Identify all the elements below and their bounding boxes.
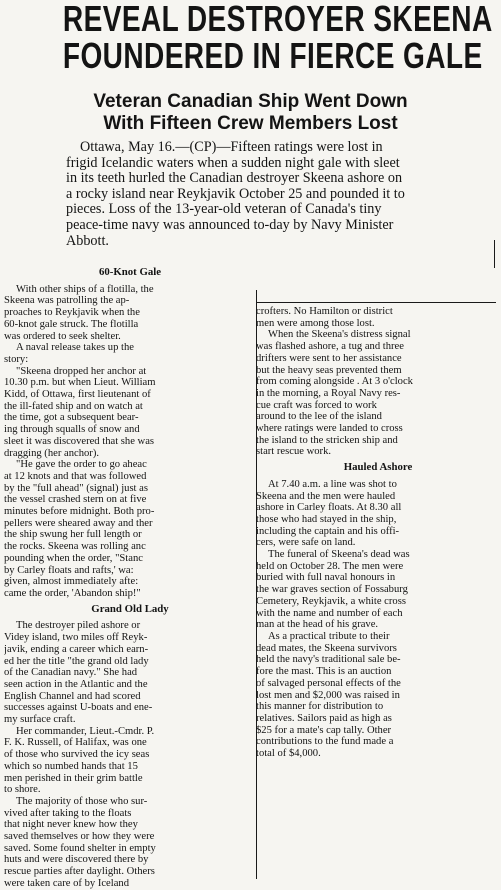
lead-edge-rule — [494, 240, 495, 268]
body-line: by Carley floats and rafts,' wa: — [4, 564, 134, 576]
body-line: Videy island, two miles off Reyk- — [4, 632, 148, 644]
body-line: around to the lee of the island — [256, 411, 382, 423]
article-column-left — [4, 263, 256, 890]
body-line: Skeena and the men were hauled — [256, 490, 396, 502]
body-line: $25 for a mate's cap tally. Other — [256, 724, 392, 736]
body-line: saved themselves or how they were — [4, 831, 155, 843]
lead-line: Ottawa, May 16.—(CP)—Fifteen ratings were lost in — [80, 139, 383, 155]
body-line: English Channel and had scored — [4, 690, 141, 702]
body-line: where ratings were landed to cross — [256, 423, 403, 435]
body-line: came the order, 'Abandon ship!" — [4, 587, 141, 599]
body-line: the war graves section of Fossaburg — [256, 584, 408, 596]
body-line: 60-knot gale struck. The flotilla — [4, 318, 139, 330]
body-line: of the Canadian navy." She had — [4, 667, 138, 679]
body-line: pellers were sheared away and ther — [4, 517, 153, 529]
body-line: my surface craft. — [4, 714, 76, 726]
body-line: As a practical tribute to their — [268, 630, 390, 642]
section-subheading: Grand Old Lady — [91, 602, 169, 615]
body-line: was flashed ashore, a tug and three — [256, 341, 404, 353]
body-line: dead mates, the Skeena survivors — [256, 642, 397, 654]
column-divider-horizontal — [256, 302, 496, 303]
subheadline-line: Veteran Canadian Ship Went Down — [93, 91, 408, 112]
body-line: F. K. Russell, of Halifax, was one — [4, 737, 147, 749]
body-line: successes against U-boats and ene- — [4, 702, 153, 714]
body-line: Her commander, Lieut.-Cmdr. P. — [16, 725, 155, 737]
body-line: man at the head of his grave. — [256, 619, 379, 631]
body-line: the vessel crashed stern on at five — [4, 494, 147, 506]
body-line: from coming alongside . At 3 o'clock — [256, 376, 413, 388]
body-line: crofters. No Hamilton or district — [256, 306, 393, 317]
subheadline — [0, 91, 501, 135]
body-line: With other ships of a flotilla, the — [16, 283, 154, 295]
body-line: sleet it was discovered that she was — [4, 435, 155, 447]
body-line: were taken care of by Iceland — [4, 877, 129, 889]
body-line: in the morning, a Royal Navy res- — [256, 387, 401, 399]
body-line: contributions to the fund made a — [256, 736, 394, 748]
body-line: "He gave the order to go aheac — [16, 459, 147, 471]
body-line: but the heavy seas prevented them — [256, 364, 402, 376]
body-line: When the Skeena's distress signal — [268, 329, 411, 341]
body-line: at 12 knots and that was followed — [4, 470, 147, 482]
body-line: Kidd, of Ottawa, first lieutenant of — [4, 389, 151, 401]
body-line: 10.30 p.m. but when Lieut. William — [4, 377, 156, 389]
body-line: ed her the title "the grand old lady — [4, 655, 149, 667]
body-line: javik, ending a career which earn- — [4, 643, 149, 655]
body-line: fore the mast. This is an auction — [256, 666, 392, 678]
article-column-right — [256, 306, 500, 760]
body-line: the ship swung her full length or — [4, 529, 142, 541]
body-line: that night never knew how they — [4, 819, 138, 831]
body-line: drifters were sent to her assistance — [256, 352, 402, 364]
body-line: proaches to Reykjavik when the — [4, 307, 140, 319]
body-line: of those who survived the icy seas — [4, 749, 150, 761]
body-line: to shore. — [4, 784, 41, 796]
body-line: Skeena was patrolling the ap- — [4, 295, 130, 307]
body-line: The funeral of Skeena's dead was — [268, 549, 410, 561]
body-line: men perished in their grim battle — [4, 772, 143, 784]
body-line: held on October 28. The men were — [256, 560, 404, 572]
body-line: minutes before midnight. Both pro- — [4, 506, 155, 518]
body-line: cers, were safe on land. — [256, 537, 356, 549]
body-line: seen action in the Atlantic and the — [4, 678, 148, 690]
body-line: this manner for distribution to — [256, 701, 384, 713]
body-line: the time, got a subsequent bear- — [4, 412, 139, 424]
body-line: A naval release takes up the — [16, 342, 134, 354]
lead-line: peace-time navy was announced to-day by Navy Minister — [66, 216, 394, 233]
body-line: rescue parties after daylight. Others — [4, 866, 155, 878]
body-line: the island to the stricken ship and — [256, 434, 398, 446]
body-line: given, almost immediately afte: — [4, 576, 139, 588]
headline-line: FOUNDERED IN FIERCE GALE — [62, 35, 483, 76]
body-line: vived after taking to the floats — [4, 807, 132, 819]
headline — [62, 0, 493, 76]
headline-line: REVEAL DESTROYER SKEENA — [62, 0, 493, 39]
body-line: At 7.40 a.m. a line was shot to — [268, 478, 397, 490]
section-subheading: Hauled Ashore — [343, 461, 413, 474]
body-line: "Skeena dropped her anchor at — [16, 365, 147, 377]
body-line: ing through squalls of snow and — [4, 424, 140, 436]
body-line: huts and were discovered there by — [4, 854, 149, 866]
body-line: lost men and $2,000 was raised in — [256, 689, 400, 701]
body-line: cue craft was forced to work — [256, 399, 377, 411]
body-line: pounding when the order, "Stanc — [4, 552, 143, 564]
body-line: saved. Some found shelter in empty — [4, 842, 156, 854]
body-line: the rocks. Skeena was rolling anc — [4, 541, 146, 553]
lead-line: Abbott. — [66, 232, 109, 249]
section-subheading: 60-Knot Gale — [98, 266, 162, 278]
body-line: dragging (her anchor). — [4, 447, 100, 459]
lead-paragraph — [66, 140, 492, 249]
body-line: the ill-fated ship and on watch at — [4, 400, 143, 412]
body-line: held the navy's traditional sale be- — [256, 654, 401, 666]
body-line: story: — [4, 353, 29, 365]
body-line: The majority of those who sur- — [16, 795, 148, 807]
body-line: The destroyer piled ashore or — [16, 620, 141, 632]
body-line: start rescue work. — [256, 446, 332, 458]
body-line: those who had stayed in the ship, — [256, 513, 397, 525]
body-line: Cemetery, Reykjavik, a white cross — [256, 595, 406, 607]
body-line: of salvaged personal effects of the — [256, 677, 401, 689]
lead-line: frigid Icelandic waters when a sudden night gale with sleet — [66, 154, 400, 171]
body-line: was ordered to seek shelter. — [4, 330, 121, 342]
body-line: buried with full naval honours in — [256, 572, 396, 584]
body-line: ashore in Carley floats. At 8.30 all — [256, 502, 402, 514]
lead-line: pieces. Loss of the 13-year-old veteran of Canada's tiny — [66, 201, 382, 218]
lead-line: in its teeth hurled the Canadian destroyer Skeena ashore on — [66, 170, 403, 187]
lead-line: a rocky island near Reykjavik October 25 and pounded it to — [66, 185, 405, 202]
body-line: relatives. Sailors paid as high as — [256, 712, 392, 724]
body-line: which so numbed hands that 15 — [4, 760, 138, 772]
body-line: by the "full ahead" (signal) just as — [4, 482, 148, 494]
body-line: with the name and number of each — [256, 607, 403, 619]
body-line: including the captain and his offi- — [256, 525, 400, 537]
body-line: total of $4,000. — [256, 748, 321, 760]
body-line: men were among those lost. — [256, 317, 375, 329]
subheadline-line: With Fifteen Crew Members Lost — [103, 113, 398, 134]
